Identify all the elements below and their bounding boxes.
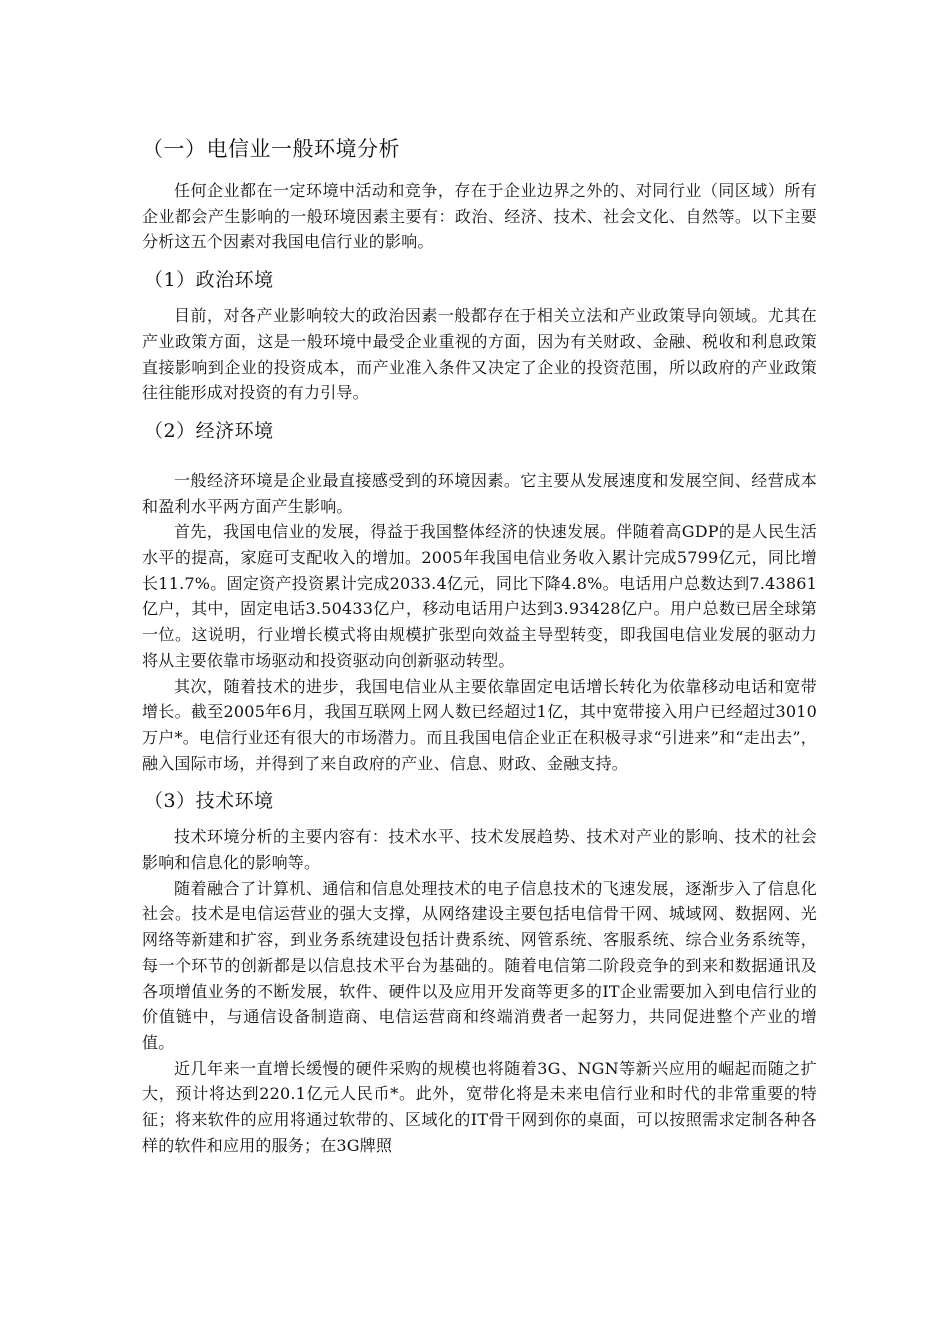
subheading-technology: （3）技术环境	[144, 790, 274, 813]
intro-paragraph: 任何企业都在一定环境中活动和竞争，存在于企业边界之外的、对同行业（同区域）所有企业都会产生影响的一般环境因素主要有：政治、经济、技术、社会文化、自然等。以下主要分析这五个因素对我国电信行业的影响。	[142, 181, 817, 252]
subheading-economic: （2）经济环境	[144, 419, 274, 442]
paragraph-political: 目前，对各产业影响较大的政治因素一般都存在于相关立法和产业政策导向领域。尤其在产业政策方面，这是一般环境中最受企业重视的方面，因为有关财政、金融、税收和利息政策直接影响到企业的投资成本，而产业准入条件又决定了企业的投资范围，所以政府的产业政策往往能形成对投资的有力引导。	[142, 306, 817, 403]
subheading-political: （1）政治环境	[144, 269, 274, 292]
paragraph-technology-3: 近几年来一直增长缓慢的硬件采购的规模也将随着3G、NGN等新兴应用的崛起而随之扩大，预计将达到220.1亿元人民币*。此外，宽带化将是未来电信行业和时代的非常重要的特征；将来软件的应用将通过软带的、区域化的IT骨干网到你的桌面，可以按照需求定制各种各样的软件和应用的服务；在3G牌照	[142, 1058, 817, 1155]
paragraph-economic-2: 首先，我国电信业的发展，得益于我国整体经济的快速发展。伴随着高GDP的是人民生活水平的提高，家庭可支配收入的增加。2005年我国电信业务收入累计完成5799亿元，同比增长11.7%。固定资产投资累计完成2033.4亿元，同比下降4.8%。电话用户总数达到7.43861亿户，其中，固定电话3.50433亿户，移动电话用户达到3.93428亿户。用户总数已居全球第一位。这说明，行业增长模式将由规模扩张型向效益主导型转变，即我国电信业发展的驱动力将从主要依靠市场驱动和投资驱动向创新驱动转型。	[142, 522, 817, 670]
document-page	[142, 132, 817, 1159]
paragraph-economic-3: 其次，随着技术的进步，我国电信业从主要依靠固定电话增长转化为依靠移动电话和宽带增长。截至2005年6月，我国互联网上网人数已经超过1亿，其中宽带接入用户已经超过3010万户*。电信行业还有很大的市场潜力。而且我国电信企业正在积极寻求“引进来”和“走出去”，融入国际市场，并得到了来自政府的产业、信息、财政、金融支持。	[142, 676, 817, 773]
paragraph-technology-1: 技术环境分析的主要内容有：技术水平、技术发展趋势、技术对产业的影响、技术的社会影响和信息化的影响等。	[142, 827, 817, 873]
section-heading-main: （一）电信业一般环境分析	[142, 137, 400, 161]
paragraph-technology-2: 随着融合了计算机、通信和信息处理技术的电子信息技术的飞速发展，逐渐步入了信息化社会。技术是电信运营业的强大支撑，从网络建设主要包括电信骨干网、城域网、数据网、光网络等新建和扩容，到业务系统建设包括计费系统、网管系统、客服系统、综合业务系统等，每一个环节的创新都是以信息技术平台为基础的。随着电信第二阶段竞争的到来和数据通讯及各项增值业务的不断发展，软件、硬件以及应用开发商等更多的IT企业需要加入到电信行业的价值链中，与通信设备制造商、电信运营商和终端消费者一起努力，共同促进整个产业的增值。	[142, 878, 817, 1052]
paragraph-economic-1: 一般经济环境是企业最直接感受到的环境因素。它主要从发展速度和发展空间、经营成本和盈利水平两方面产生影响。	[142, 470, 817, 516]
